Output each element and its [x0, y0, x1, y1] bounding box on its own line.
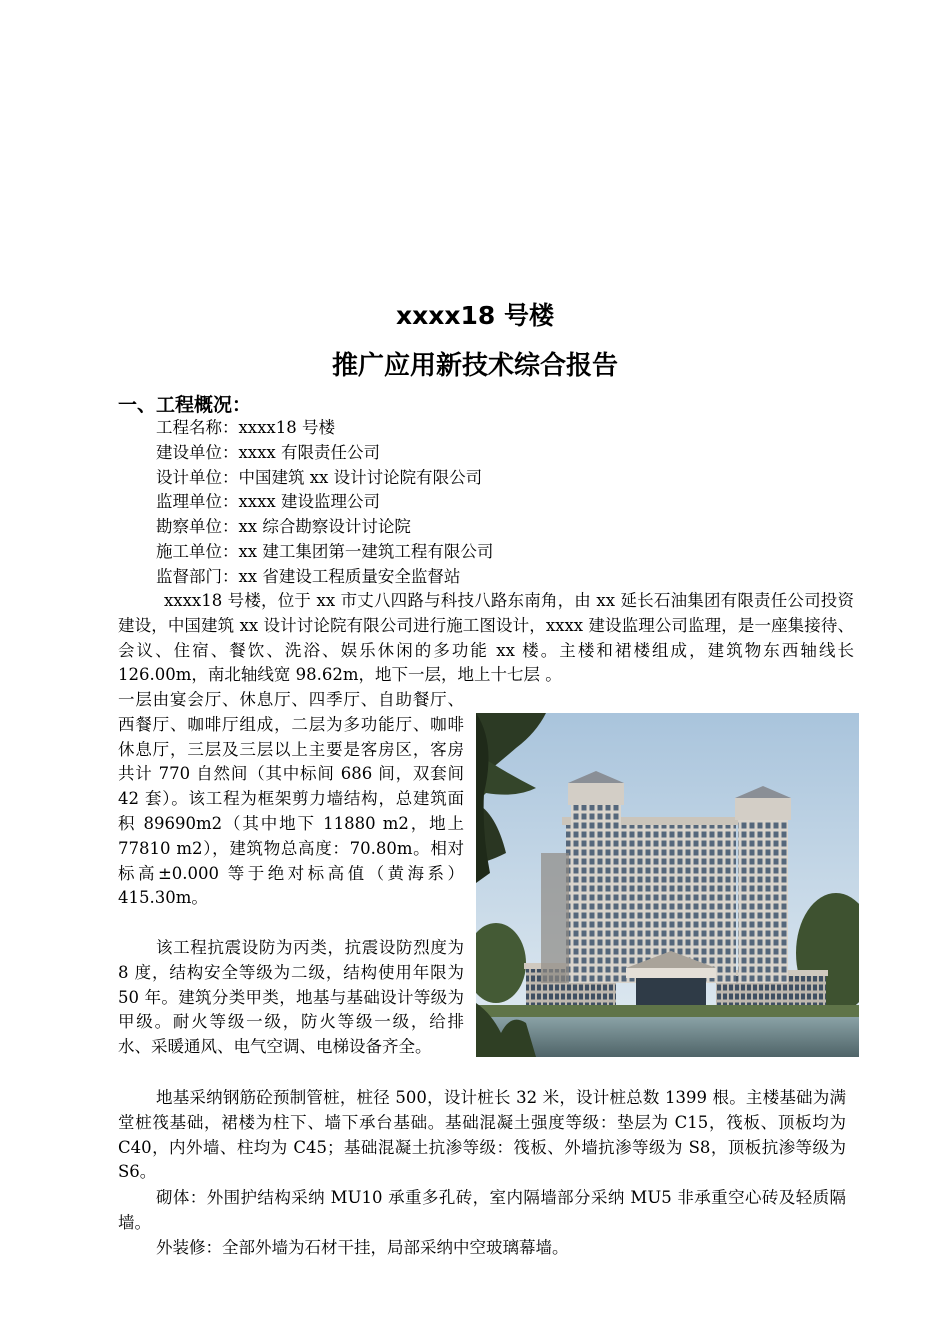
info-contractor: 施工单位：xx 建工集团第一建筑工程有限公司: [156, 541, 494, 561]
paragraph-masonry: 砌体：外围护结构采纳 MU10 承重多孔砖，室内隔墙部分采纳 MU5 非承重空心砖及轻质隔墙。: [118, 1188, 846, 1232]
paragraph-project-location: xxxx18 号楼，位于 xx 市丈八四路与科技八路东南角，由 xx 延长石油集团有限责任公司投资建设，中国建筑 xx 设计讨论院有限公司进行施工图设计，xxxx 建设监理公司监理，是一座集接待、会议、住宿、餐饮、洗浴、娱乐休闲的多功能 xx 楼。主楼和裙楼组成，建筑物东西轴线长 126.00m，南北轴线宽 98.62m，地下一层，地上十七层 。: [118, 591, 854, 685]
info-construction-unit: 建设单位：xxxx 有限责任公司: [156, 442, 380, 462]
info-supervision-unit: 监理单位：xxxx 建设监理公司: [156, 492, 380, 512]
section-heading-project-overview: 一、工程概况：: [118, 394, 252, 416]
paragraph-exterior-finish: 外装修：全部外墙为石材干挂，局部采纳中空玻璃幕墙。: [156, 1238, 569, 1257]
info-design-unit: 设计单位：中国建筑 xx 设计讨论院有限公司: [156, 467, 483, 487]
paragraph-seismic-rating: 该工程抗震设防为丙类，抗震设防烈度为 8 度，结构安全等级为二级，结构使用年限为 50 年。建筑分类甲类，地基与基础设计等级为甲级。耐火等级一级，防火等级一级，给排水、采暖通风、电气空调、电梯设备齐全。: [118, 938, 464, 1057]
building-rendering-image: [476, 713, 859, 1057]
project-info-list: [156, 416, 493, 590]
document-title-line2: 推广应用新技术综合报告: [331, 351, 618, 381]
paragraph-foundation: 地基采纳钢筋砼预制管桩，桩径 500，设计桩长 32 米，设计桩总数 1399 根。主楼基础为满堂桩筏基础，裙楼为柱下、墙下承台基础。基础混凝土强度等级：垫层为 C15，筏板、顶板均为 C40，内外墙、柱均为 C45；基础混凝土抗渗等级：筏板、外墙抗渗等级为 S8，顶板抗渗等级为 S6。: [118, 1088, 846, 1182]
document-title-line1: xxxx18 号楼: [396, 301, 554, 330]
info-survey-unit: 勘察单位：xx 综合勘察设计讨论院: [156, 517, 411, 537]
info-project-name: 工程名称：xxxx18 号楼: [156, 418, 335, 437]
paragraph-floor-layout: 一层由宴会厅、休息厅、四季厅、自助餐厅、西餐厅、咖啡厅组成，二层为多功能厅、咖啡休息厅，三层及三层以上主要是客房区，客房共计 770 自然间（其中标间 686 间，双套间 42 套）。该工程为框架剪力墙结构，总建筑面积 89690m2（其中地下 11880 m2，地上 77810 m2），建筑物总高度：70.80m。相对标高±0.000 等于绝对标高值（黄海系）415.30m。: [118, 690, 464, 908]
info-oversight-department: 监督部门：xx 省建设工程质量安全监督站: [156, 566, 461, 586]
